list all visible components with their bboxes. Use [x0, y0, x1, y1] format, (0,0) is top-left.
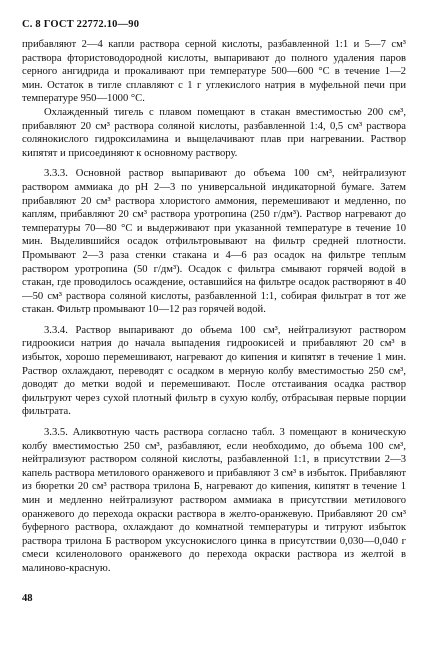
document-body [22, 38, 406, 576]
page-header: С. 8 ГОСТ 22772.10—90 [22, 19, 140, 30]
paragraph-continuation: прибавляют 2—4 капли раствора серной кислоты, разбавленной 1:1 и 5—7 см³ раствора фтористоводородной кислоты, выпаривают до полного удаления паров серного ангидрида и прокаливают при температуре 500—600 °С в течение 1—2 мин. Остаток в тигле сплавляют с 1 г углекислого натрия в муфельной печи при температуре 950—1000 °С. [22, 39, 406, 105]
paragraph-3-3-4: 3.3.4. Раствор выпаривают до объема 100 см³, нейтрализуют раствором гидроокиси натрия до начала выпадения гидроокисей и прибавляют 20 см³ в избыток, хорошо перемешивают, нагревают до кипения и кипятят в течение 1 мин. Раствор охлаждают, переводят с осадком в мерную колбу вместимостью 250 см³, доводят до метки водой и перемешивают. После отстаивания осадка раствор фильтруют через сухой плотный фильтр в сухую колбу, отбрасывая первые порции фильтрата. [22, 324, 406, 418]
page-number: 48 [22, 593, 33, 604]
paragraph-3-3-3: 3.3.3. Основной раствор выпаривают до объема 100 см³, нейтрализуют раствором аммиака до pH 2—3 по универсальной индикаторной бумаге. Затем прибавляют 20 см³ раствора хлористого аммония, перемешивают и медленно, по каплям, прибавляют 20 см³ раствора уротропина (250 г/дм³). Раствор нагревают до температуры 70—80 °С и выдерживают при указанной температуре в течение 10 мин. Выделившийся осадок отфильтровывают на фильтр средней плотности. Промывают 2—3 раза стенки стакана и 4—6 раз осадок на фильтре теплым раствором уротропина (50 г/дм³). Осадок с фильтра смывают горячей водой в стакан, где проводилось осаждение, оставшийся на фильтре осадок растворяют в 40—50 см³ раствора соляной кислоты, разбавленной 1:1, собирая фильтрат в тот же стакан. Фильтр промывают 10—12 раз горячей водой. [22, 168, 406, 316]
paragraph-3-3-5: 3.3.5. Аликвотную часть раствора согласно табл. 3 помещают в коническую колбу вместимостью 250 см³, разбавляют, если необходимо, до объема 100 см³, нейтрализуют раствором соляной кислоты, разбавленной 1:1, в присутствии 2—3 капель раствора метилового оранжевого и прибавляют 3 см³ в избыток. Прибавляют из бюретки 20 см³ раствора трилона Б, нагревают до кипения, кипятят в течение 1 мин и медленно нейтрализуют раствором аммиака в присутствии метилового оранжевого до перехода окраски раствора в желто-оранжевую. Прибавляют 20 см³ буферного раствора, охлаждают до комнатной температуры и титруют избыток раствора трилона Б раствором уксуснокислого цинка в присутствии 0,030—0,040 г смеси ксиленолового оранжевого до перехода окраски раствора из желтой в малиново-красную. [22, 427, 406, 574]
paragraph-melt-treatment: Охлажденный тигель с плавом помещают в стакан вместимостью 200 см³, прибавляют 20 см³ раствора соляной кислоты, разбавленной 1:4, 0,5 см³ раствора солянокислого гидроксиламина и выщелачивают плав при нагревании. Раствор кипятят и присоединяют к основному раствору. [22, 106, 406, 159]
